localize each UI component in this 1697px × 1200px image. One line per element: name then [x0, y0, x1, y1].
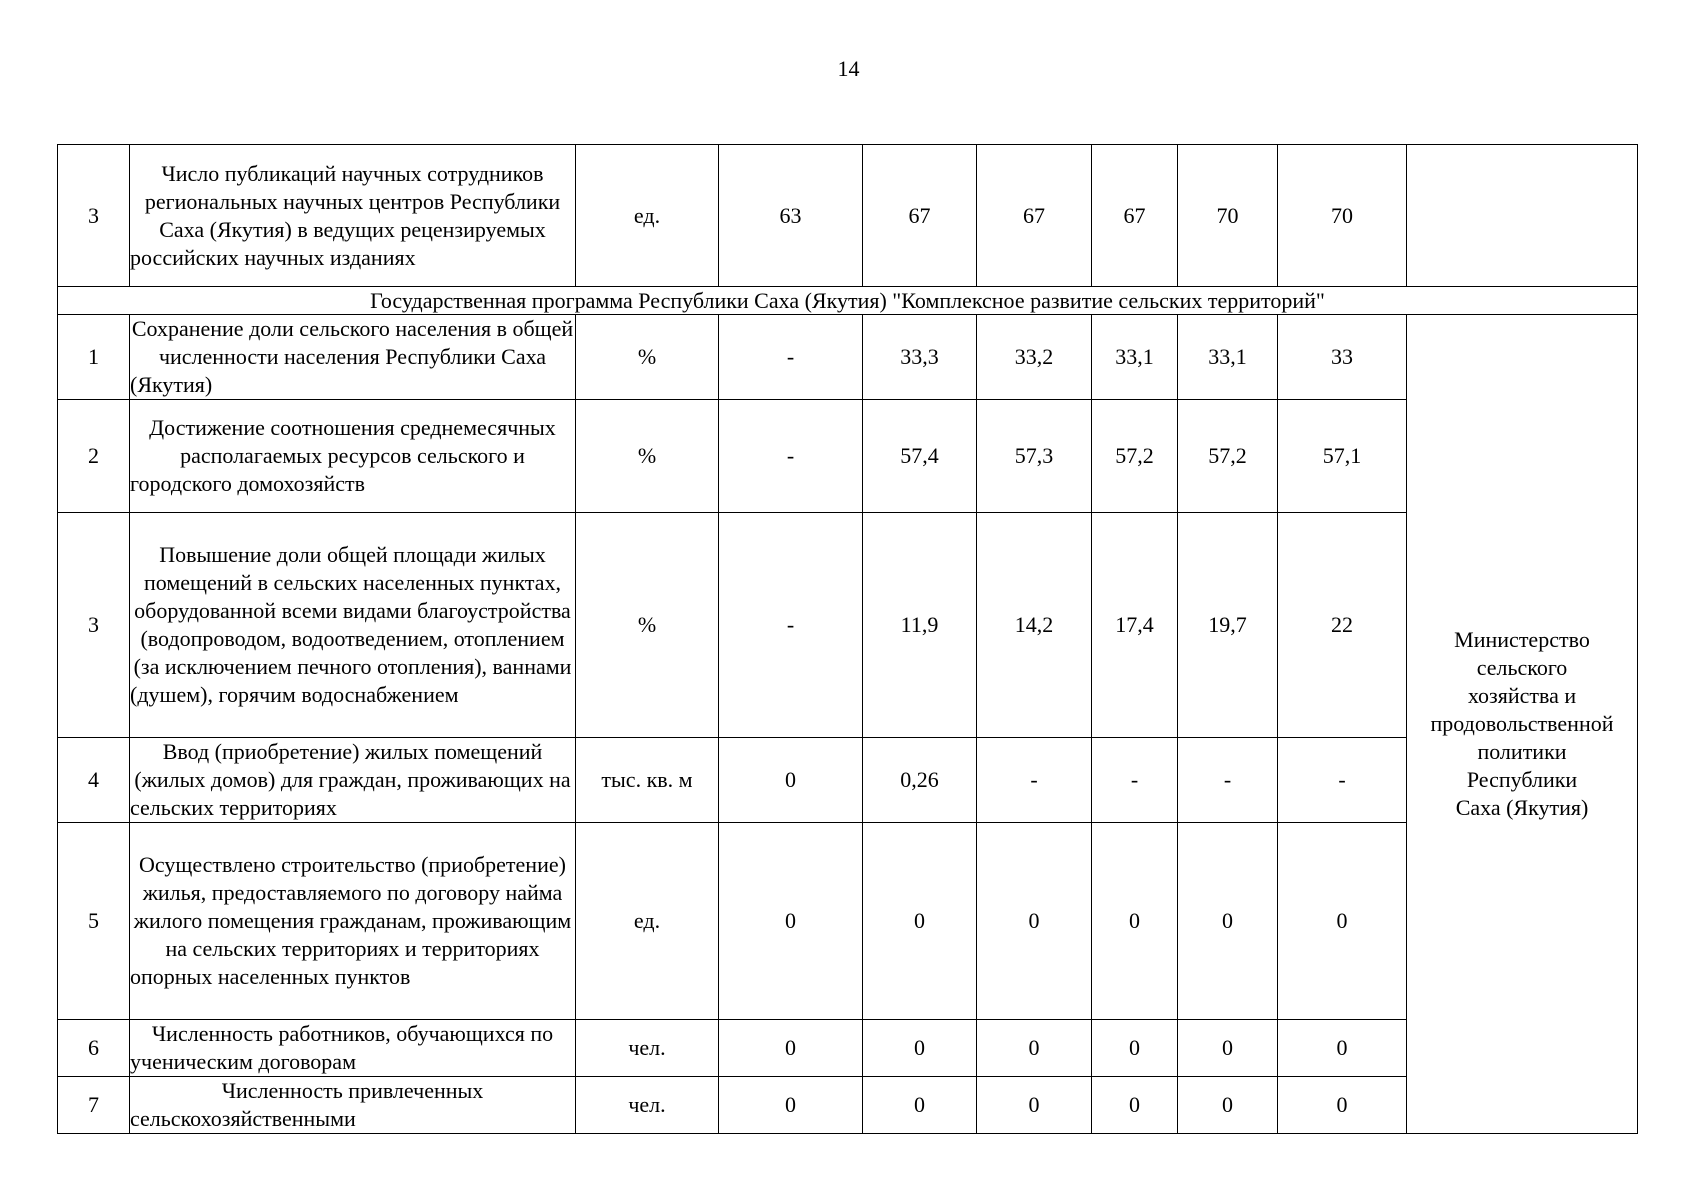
value-cell: 0 [1178, 823, 1278, 1020]
value-cell: 0 [1092, 823, 1178, 1020]
indicator-description: Ввод (приобретение) жилых помещений (жилых домов) для граждан, проживающих на сельских территориях [130, 738, 576, 823]
value-cell: - [719, 315, 863, 400]
value-cell: - [1092, 738, 1178, 823]
value-cell: 0 [719, 823, 863, 1020]
unit-cell: тыс. кв. м [576, 738, 719, 823]
value-cell: 33,1 [1178, 315, 1278, 400]
row-number: 3 [58, 145, 130, 287]
unit-cell: % [576, 400, 719, 513]
value-cell: 70 [1178, 145, 1278, 287]
row-number: 5 [58, 823, 130, 1020]
value-cell: - [719, 513, 863, 738]
row-number: 7 [58, 1077, 130, 1134]
indicators-table [57, 144, 1638, 1134]
unit-cell: чел. [576, 1077, 719, 1134]
value-cell: 0 [1278, 823, 1407, 1020]
value-cell: 63 [719, 145, 863, 287]
value-cell: 70 [1278, 145, 1407, 287]
unit-cell: ед. [576, 823, 719, 1020]
value-cell: 33,1 [1092, 315, 1178, 400]
page-number: 14 [837, 56, 860, 81]
value-cell: 57,4 [863, 400, 977, 513]
ministry-line: продовольственной [1430, 711, 1614, 736]
row-number: 3 [58, 513, 130, 738]
indicator-description: Численность работников, обучающихся по ученическим договорам [130, 1020, 576, 1077]
unit-cell: % [576, 513, 719, 738]
table-row [58, 145, 1638, 287]
table-row [58, 1077, 1638, 1134]
value-cell: 57,2 [1092, 400, 1178, 513]
section-title: Государственная программа Республики Саха (Якутия) "Комплексное развитие сельских территорий" [58, 287, 1638, 315]
value-cell: 0 [719, 1020, 863, 1077]
value-cell: 14,2 [977, 513, 1092, 738]
row-number: 1 [58, 315, 130, 400]
table-row [58, 738, 1638, 823]
value-cell: 0 [1178, 1020, 1278, 1077]
table-row [58, 315, 1638, 400]
value-cell: - [977, 738, 1092, 823]
indicator-description: Численность привлеченных сельскохозяйственными [130, 1077, 576, 1134]
value-cell: 22 [1278, 513, 1407, 738]
value-cell: 0 [977, 1020, 1092, 1077]
responsible-ministry [1407, 315, 1638, 1134]
row-number: 6 [58, 1020, 130, 1077]
value-cell: - [1278, 738, 1407, 823]
value-cell: 0 [1092, 1020, 1178, 1077]
value-cell: 0,26 [863, 738, 977, 823]
value-cell: 0 [1092, 1077, 1178, 1134]
indicator-description: Число публикаций научных сотрудников региональных научных центров Республики Саха (Якутия) в ведущих рецензируемых российских научных изданиях [130, 145, 576, 287]
indicator-description: Повышение доли общей площади жилых помещений в сельских населенных пунктах, оборудованной всеми видами благоустройства (водопроводом, водоотведением, отоплением (за исключением печного отопления), ваннами (душем), горячим водоснабжением [130, 513, 576, 738]
value-cell: 0 [863, 1020, 977, 1077]
value-cell: 57,2 [1178, 400, 1278, 513]
ministry-line: сельского [1476, 655, 1568, 680]
unit-cell: ед. [576, 145, 719, 287]
value-cell: 67 [863, 145, 977, 287]
value-cell: 11,9 [863, 513, 977, 738]
indicator-description: Достижение соотношения среднемесячных располагаемых ресурсов сельского и городского домохозяйств [130, 400, 576, 513]
value-cell: 33 [1278, 315, 1407, 400]
value-cell: 0 [863, 1077, 977, 1134]
row-number: 2 [58, 400, 130, 513]
ministry-line: Саха (Якутия) [1455, 795, 1589, 820]
value-cell: - [719, 400, 863, 513]
indicator-description: Сохранение доли сельского населения в общей численности населения Республики Саха (Якутия) [130, 315, 576, 400]
indicator-description: Осуществлено строительство (приобретение) жилья, предоставляемого по договору найма жилого помещения гражданам, проживающим на сельских территориях и территориях опорных населенных пунктов [130, 823, 576, 1020]
value-cell: 33,3 [863, 315, 977, 400]
table-row [58, 400, 1638, 513]
value-cell: 0 [977, 1077, 1092, 1134]
value-cell: 19,7 [1178, 513, 1278, 738]
value-cell: 17,4 [1092, 513, 1178, 738]
ministry-line: политики [1477, 739, 1567, 764]
unit-cell: % [576, 315, 719, 400]
responsible-cell [1407, 145, 1638, 287]
table-row [58, 823, 1638, 1020]
table-row [58, 513, 1638, 738]
value-cell: 0 [1278, 1020, 1407, 1077]
value-cell: 67 [1092, 145, 1178, 287]
value-cell: 0 [863, 823, 977, 1020]
row-number: 4 [58, 738, 130, 823]
value-cell: - [1178, 738, 1278, 823]
value-cell: 0 [719, 1077, 863, 1134]
value-cell: 67 [977, 145, 1092, 287]
value-cell: 57,1 [1278, 400, 1407, 513]
section-row [58, 287, 1638, 315]
ministry-line: Министерство [1454, 627, 1590, 652]
ministry-line: Республики [1466, 767, 1578, 792]
table-row [58, 1020, 1638, 1077]
value-cell: 0 [719, 738, 863, 823]
ministry-line: хозяйства и [1467, 683, 1577, 708]
value-cell: 0 [977, 823, 1092, 1020]
value-cell: 33,2 [977, 315, 1092, 400]
value-cell: 0 [1178, 1077, 1278, 1134]
value-cell: 0 [1278, 1077, 1407, 1134]
value-cell: 57,3 [977, 400, 1092, 513]
unit-cell: чел. [576, 1020, 719, 1077]
